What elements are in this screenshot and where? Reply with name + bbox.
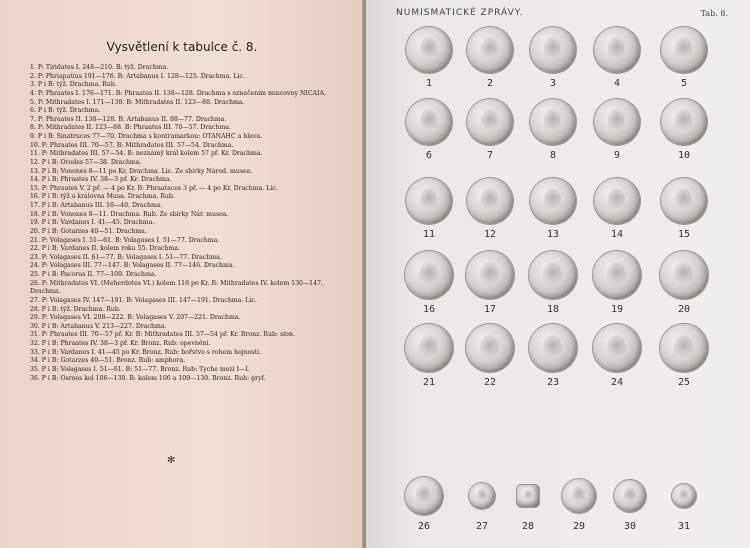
coin-entry: 3. P i B: týž. Drachma. Rub.	[30, 81, 117, 89]
coin-number: 18	[546, 304, 560, 315]
coin-image	[661, 178, 707, 224]
coin-entry: 27. P: Volagases IV. 147—191. B: Volagases III. 147—191. Drachma. Lic.	[30, 296, 257, 304]
coin-entry: 8. P: Mithradates II. 123—88. B: Phraates III. 70—57. Drachma.	[30, 124, 231, 132]
coin-entry: 28. P i B: týž. Drachma. Rub.	[30, 305, 121, 313]
right-page	[366, 0, 750, 548]
coin-image	[530, 99, 576, 145]
coin-number: 1	[425, 78, 433, 89]
coin-image	[406, 27, 452, 73]
coin-number: 10	[677, 150, 691, 161]
coin-entry: 29. P: Volagases VI. 208—222. B: Volagases V. 207—221. Drachma.	[30, 314, 241, 322]
coin-number: 15	[677, 229, 691, 240]
coin-entry: 31. P: Phraates III. 70—57 př. Kr. B: Mithradates III. 57—54 př. Kr. Bronz. Rub: slon.	[30, 331, 295, 339]
coin-image	[661, 27, 707, 73]
coin-image	[405, 251, 453, 299]
coin-image	[593, 251, 641, 299]
coin-image	[660, 251, 708, 299]
left-page	[0, 0, 364, 548]
coin-number: 23	[546, 377, 560, 388]
coin-number: 16	[422, 304, 436, 315]
coin-entry: 6. P i B: týž. Drachma.	[30, 107, 101, 115]
coin-entry: 34. P i B: Gotarzes 40—51. Bronz. Rub: amphora.	[30, 357, 186, 365]
coin-image	[517, 485, 539, 507]
coin-number: 6	[425, 150, 433, 161]
coin-entry: 7. P: Phraates II. 138—128. B: Artabanus II. 88—77. Drachma.	[30, 115, 227, 123]
coin-image	[467, 99, 513, 145]
coin-number: 9	[613, 150, 621, 161]
coin-number: 8	[549, 150, 557, 161]
coin-image	[466, 324, 514, 372]
coin-image	[530, 178, 576, 224]
coin-number: 26	[417, 521, 431, 532]
coin-number: 3	[549, 78, 557, 89]
coin-entry: 33. P i B: Vardanes I. 41—45 po Kr. Bronz. Rub: bořstvo s rohem hojnosti.	[30, 348, 262, 356]
coin-image	[529, 251, 577, 299]
coin-image	[593, 324, 641, 372]
coin-image	[529, 324, 577, 372]
journal-header: NUMISMATICKÉ ZPRÁVY.	[396, 8, 524, 18]
coin-image	[614, 480, 646, 512]
coin-entry: 9. P i B: Sinatruces 77—70. Drachma s kontramarkou: OTANAHC a hlava.	[30, 133, 263, 140]
coin-number: 25	[677, 377, 691, 388]
coin-entry: 20. P i B: Gotarzes 40—51. Drachma.	[30, 227, 147, 235]
coin-image	[660, 324, 708, 372]
coin-entry: 19. P i B: Vardanes I. 41—45. Drachma.	[30, 219, 155, 227]
coin-entry: 23. P: Volagases II. 61—77. B: Volagases I. 51—77. Drachma.	[30, 253, 222, 261]
coin-number: 27	[475, 521, 489, 532]
coin-number: 2	[486, 78, 494, 89]
page-title: Vysvětlení k tabulce č. 8.	[106, 40, 258, 54]
coin-number: 7	[486, 150, 494, 161]
coin-image	[467, 178, 513, 224]
coin-entry: 11. P: Mithradates III. 57—54. B: neznámý král kolem 57 př. Kr. Drachma.	[30, 150, 263, 158]
ornament-icon: ✻	[167, 455, 176, 466]
coin-entry: 2. P: Phriapatius 191—176. B: Artabanus I. 128—125. Drachma. Lic.	[30, 72, 245, 80]
coin-entry: 17. P i B: Artabanus III. 10—40. Drachma.	[30, 202, 163, 209]
entry-list	[30, 64, 348, 383]
coin-image	[661, 99, 707, 145]
coin-image	[467, 27, 513, 73]
coin-entry: 25. P i B: Pacorus II. 77—109. Drachma.	[30, 271, 157, 278]
coin-image	[530, 27, 576, 73]
coin-entry: 1. P: Tiridates I. 248—210. B: týž. Drachma.	[30, 64, 169, 71]
coin-image	[405, 477, 443, 515]
coin-entry: 14. P i B: Phraates IV. 38—3 př. Kr. Drachma.	[30, 176, 172, 184]
coin-entry: 4. P: Phraates I. 176—171. B: Phraates II. 138—128. Drachma s označením mincovny NICAIA.	[30, 89, 326, 97]
coin-entry: 16. P i B: týž a královna Musa. Drachma. Rub.	[30, 193, 175, 201]
coin-number: 29	[572, 521, 586, 532]
coin-number: 17	[483, 304, 497, 315]
coin-entry: 36. P i B: Osroes kol 106—130. B: kolem 106 a 109—130. Bronz. Rub: gryf.	[30, 374, 266, 382]
coin-number: 13	[546, 229, 560, 240]
coin-entry: 22. P i B: Vardanes II. kolem roku 55. Drachma.	[30, 245, 181, 253]
coin-image	[594, 178, 640, 224]
coin-image	[594, 27, 640, 73]
coin-number: 14	[610, 229, 624, 240]
plate-label: Tab. 8.	[700, 9, 728, 18]
coin-number: 21	[422, 377, 436, 388]
coin-number: 12	[483, 229, 497, 240]
coin-image	[672, 484, 696, 508]
coin-entry: 32. P i B: Phraates IV. 38—3 př. Kr. Bronz. Rub: opevnění.	[30, 340, 211, 347]
coin-number: 19	[610, 304, 624, 315]
coin-image	[469, 483, 495, 509]
coin-number: 24	[610, 377, 624, 388]
coin-entry: 15. P: Phraates V. 2 př. — 4 po Kr. B: Phraataces 3 př. — 4 po Kr. Drachma. Lic.	[30, 184, 278, 192]
coin-image	[594, 99, 640, 145]
coin-entry: 12. P i B: Orodes 57—38. Drachma.	[30, 158, 142, 166]
coin-entry: 13. P i B: Vonones 8—11 po Kr. Drachma. Lic. Ze sbírky Národ. musea.	[30, 167, 253, 175]
coin-entry: 30. P i B: Artabanus V. 213—227. Drachma.	[30, 322, 167, 330]
coin-entry: 21. P: Volagases I. 51—61. B: Volagases I. 51—77. Drachma.	[30, 236, 220, 244]
coin-number: 11	[422, 229, 436, 240]
coin-number: 5	[680, 78, 688, 89]
coin-image	[405, 324, 453, 372]
coin-number: 4	[613, 78, 621, 89]
coin-entry: 10. P: Phraates III. 70—57. B: Mithradates III. 57—54. Drachma.	[30, 141, 234, 149]
coin-entry: 26. P: Mithradates VI. (Meherdotes VI.) kolem 116 po Kr. B: Mithradates IV. kolem 130—147. Drachma.	[30, 279, 323, 296]
coin-number: 28	[521, 521, 535, 532]
coin-entry: 35. P i B: Volagases I. 51—61. B: 51—77. Bronz. Rub: Tyche mezi I—I.	[30, 365, 250, 373]
coin-number: 22	[483, 377, 497, 388]
coin-image	[466, 251, 514, 299]
coin-number: 31	[677, 521, 691, 532]
coin-image	[406, 99, 452, 145]
coin-number: 20	[677, 304, 691, 315]
coin-entry: 5. P: Mithradates I. 171—138. B: Mithradates II. 123—88. Drachma.	[30, 98, 245, 106]
coin-entry: 24. P: Volagases III. 77—147. B: Volagases II. 77—146. Drachma.	[30, 262, 235, 270]
coin-image	[562, 479, 596, 513]
coin-number: 30	[623, 521, 637, 532]
coin-entry: 18. P i B: Vonones 8—11. Drachma. Rub. Ze sbírky Nár. musea.	[30, 210, 229, 218]
coin-image	[406, 178, 452, 224]
